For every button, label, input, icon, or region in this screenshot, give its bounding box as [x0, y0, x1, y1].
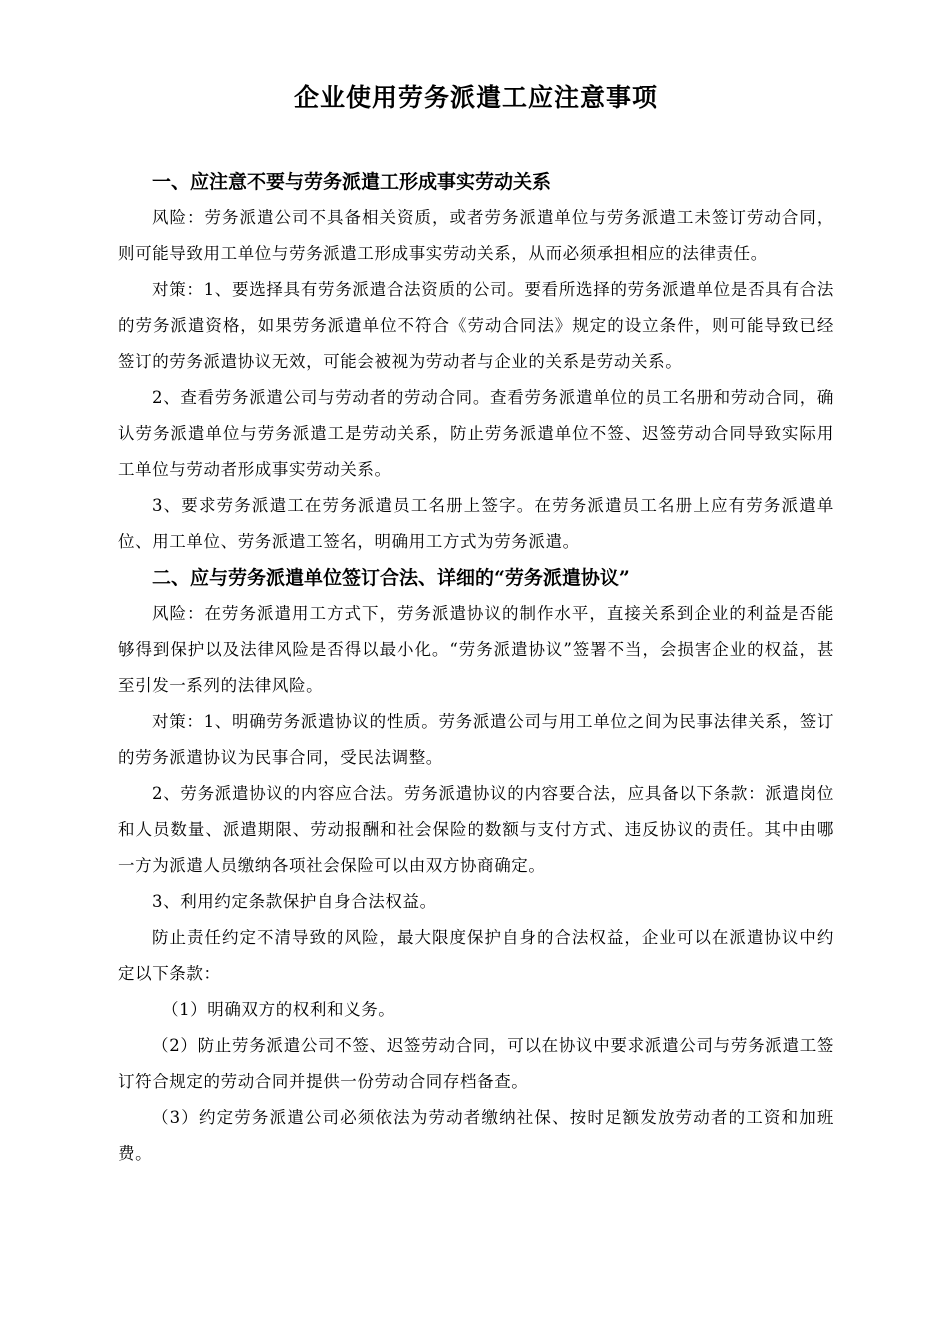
section-2-measure-2: 2、劳务派遣协议的内容应合法。劳务派遣协议的内容要合法，应具备以下条款：派遣岗位和人员数量、派遣期限、劳动报酬和社会保险的数额与支付方式、违反协议的责任。其中由哪一方为派遣人员缴纳各项社会保险可以由双方协商确定。 [118, 784, 834, 875]
section-2-clause-1: （1）明确双方的权利和义务。 [162, 1000, 396, 1019]
section-2-clause-2: （2）防止劳务派遣公司不签、迟签劳动合同，可以在协议中要求派遣公司与劳务派遣工签订符合规定的劳动合同并提供一份劳动合同存档备查。 [118, 1036, 834, 1091]
document-page [118, 78, 834, 1172]
section-2-clause-3: （3）约定劳务派遣公司必须依法为劳动者缴纳社保、按时足额发放劳动者的工资和加班费。 [118, 1108, 834, 1163]
section-2-measure-3: 3、利用约定条款保护自身合法权益。 [152, 892, 437, 911]
section-1-heading: 一、应注意不要与劳务派遣工形成事实劳动关系 [152, 171, 552, 193]
section-2-heading: 二、应与劳务派遣单位签订合法、详细的“劳务派遣协议” [152, 567, 630, 589]
section-1-risk: 风险：劳务派遣公司不具备相关资质，或者劳务派遣单位与劳务派遣工未签订劳动合同，则可能导致用工单位与劳务派遣工形成事实劳动关系，从而必须承担相应的法律责任。 [118, 208, 834, 263]
section-1-measure-1: 对策：1、要选择具有劳务派遣合法资质的公司。要看所选择的劳务派遣单位是否具有合法的劳务派遣资格，如果劳务派遣单位不符合《劳动合同法》规定的设立条件，则可能导致已经签订的劳务派遣协议无效，可能会被视为劳动者与企业的关系是劳动关系。 [118, 280, 834, 371]
section-2-measure-3-detail: 防止责任约定不清导致的风险，最大限度保护自身的合法权益，企业可以在派遣协议中约定以下条款： [118, 928, 834, 983]
document-title: 企业使用劳务派遣工应注意事项 [293, 83, 658, 112]
section-1-measure-3: 3、要求劳务派遣工在劳务派遣员工名册上签字。在劳务派遣员工名册上应有劳务派遣单位、用工单位、劳务派遣工签名，明确用工方式为劳务派遣。 [118, 496, 834, 551]
section-1-measure-2: 2、查看劳务派遣公司与劳动者的劳动合同。查看劳务派遣单位的员工名册和劳动合同，确认劳务派遣单位与劳务派遣工是劳动关系，防止劳务派遣单位不签、迟签劳动合同导致实际用工单位与劳动者形成事实劳动关系。 [118, 388, 834, 479]
section-2-measure-1: 对策：1、明确劳务派遣协议的性质。劳务派遣公司与用工单位之间为民事法律关系，签订的劳务派遣协议为民事合同，受民法调整。 [118, 712, 834, 767]
section-2-risk: 风险：在劳务派遣用工方式下，劳务派遣协议的制作水平，直接关系到企业的利益是否能够得到保护以及法律风险是否得以最小化。“劳务派遣协议”签署不当，会损害企业的权益，甚至引发一系列的法律风险。 [118, 604, 834, 695]
